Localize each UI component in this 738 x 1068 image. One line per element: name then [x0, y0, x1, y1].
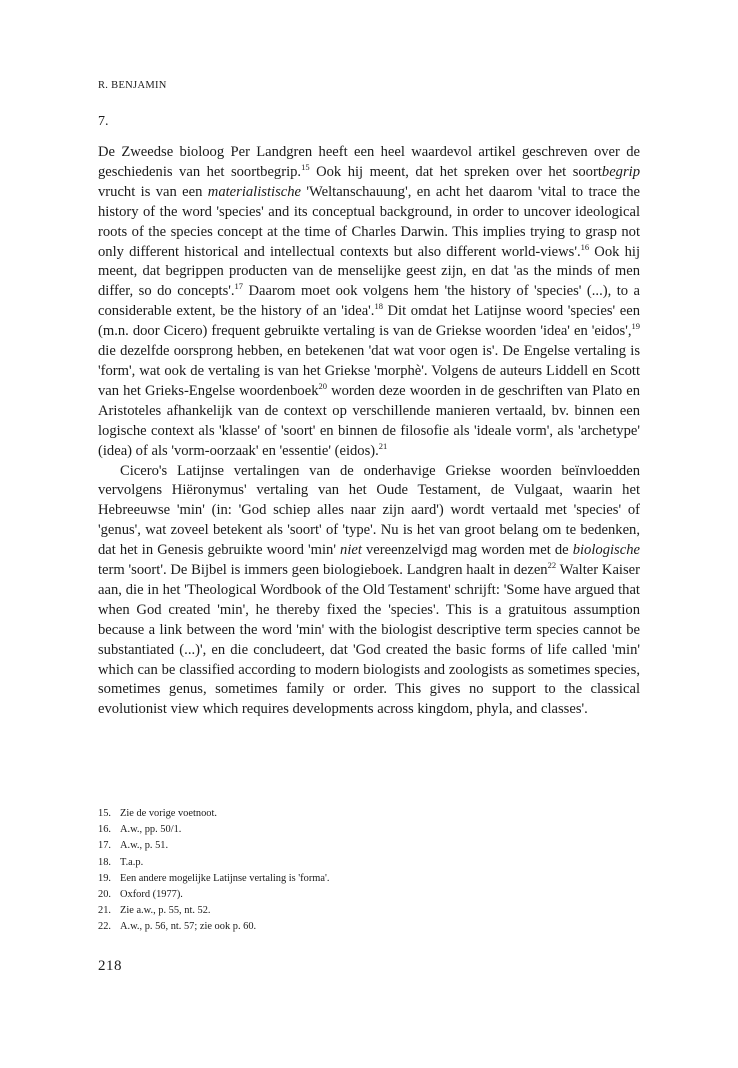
footnote-number: 22. [98, 921, 111, 933]
footnote-ref: 21 [378, 440, 388, 451]
footnote-text: A.w., pp. 50/1. [120, 824, 182, 836]
footnote-text: Een andere mogelijke Latijnse vertaling is 'forma'. [120, 872, 330, 884]
footnote-number: 19. [98, 872, 111, 884]
footnote [98, 855, 638, 871]
footnote-ref: 15 [301, 161, 310, 172]
footnote-ref: 22 [547, 560, 557, 571]
text-run: vrucht is van een [98, 183, 208, 200]
footnote [98, 806, 638, 822]
page-number: 218 [98, 958, 122, 974]
footnotes [98, 806, 638, 936]
text-run: Daarom moet ook volgens hem 'the history of 'species' (...), to a considerable extent, be the history of an 'idea'. [98, 283, 640, 320]
text-run: term 'soort'. De Bijbel is immers geen biologieboek. Landgren haalt in dezen [98, 562, 548, 579]
footnote [98, 887, 638, 903]
text-run: die dezelfde oorsprong hebben, en betekenen 'dat wat voor ogen is'. De Engelse vertaling is 'form', wat ook de vertaling is van het Griekse 'morphè'. Volgens de auteurs Liddell en Scott van het Grieks-Engelse woordenboek [98, 343, 640, 399]
body-text [98, 143, 640, 720]
emphasis-text: biologische [572, 542, 640, 559]
emphasis-text: materialistische [207, 183, 302, 200]
footnote [98, 919, 638, 935]
footnote-number: 15. [98, 808, 111, 819]
text-run: Dit omdat het Latijnse woord 'species' een (m.n. door Cicero) frequent gebruikte vertaling is van de Griekse woorden 'idea' en 'eidos', [98, 303, 640, 340]
footnote-text: Zie de vorige voetnoot. [120, 808, 217, 819]
text-run: De Zweedse bioloog Per Landgren heeft een heel waardevol artikel geschreven over de geschiedenis van het soortbegrip. [98, 144, 640, 180]
footnote [98, 903, 638, 919]
footnote-ref: 16 [580, 241, 590, 252]
text-run: Walter Kaiser aan, die in het 'Theological Wordbook of the Old Testament' schrijft: 'Some have argued that when God created 'min', he thereby fixed the 'species'. This is a gratuitous assumption because a link between the word 'min' with the biologist descriptive term species cannot be substantiated (...)', en die concludeert, dat 'God created the basic forms of life called 'min' which can be classified according to modern biologists and zoologists as sometimes species, sometimes genus, sometimes family or order. This gives no support to the classical evolutionist view which requires developments across kingdom, phyla, and classes'. [98, 562, 640, 718]
text-run: Cicero's Latijnse vertalingen van de onderhavige Griekse woorden beïnvloedden vervolgens Hiëronymus' vertaling van het Oude Testament, de Vulgaat, waarin het Hebreeuwse 'min' (in: 'God schiep alles naar zijn aard') wordt vertaald met 'species' of 'genus', wat zoveel betekent als 'soort' of 'type'. Nu is het van groot belang om te bedenken, dat het in Genesis gebruikte woord 'min' [98, 462, 640, 559]
footnote-text: Oxford (1977). [120, 889, 183, 901]
footnote-number: 17. [98, 840, 111, 852]
footnote-number: 21. [98, 905, 111, 917]
running-head: R. BENJAMIN [98, 80, 167, 91]
emphasis-text: niet [340, 542, 362, 559]
section-number: 7. [98, 114, 109, 129]
footnote-number: 18. [98, 856, 111, 868]
footnote-text: A.w., p. 56, nt. 57; zie ook p. 60. [120, 921, 257, 933]
paragraph [98, 143, 640, 462]
footnote [98, 871, 638, 887]
footnote-ref: 20 [318, 380, 328, 391]
paragraph [98, 462, 640, 721]
footnote-number: 16. [98, 824, 111, 836]
footnote-text: A.w., p. 51. [120, 840, 169, 852]
footnote-ref: 18 [374, 301, 383, 312]
footnote-number: 20. [98, 889, 111, 901]
text-run: worden deze woorden in de geschriften van Plato en Aristoteles afhankelijk van de context op verschillende manieren vertaald, bv. binnen een logische context als 'klasse' of 'soort' en binnen de filosofie als 'ideale vorm', als 'archetype' (idea) of als 'vorm-oorzaak' en 'essentie' (eidos). [98, 382, 640, 459]
footnote-text: Zie a.w., p. 55, nt. 52. [120, 905, 211, 917]
footnote-ref: 19 [631, 321, 640, 332]
footnote-ref: 17 [234, 281, 244, 292]
text-run: Ook hij meent, dat begrippen producten van de menselijke geest zijn, en dat 'as the minds of men differ, so do concepts'. [98, 243, 640, 300]
text-run: vereenzelvigd mag worden met de [361, 542, 573, 559]
emphasis-text: begrip [601, 163, 640, 180]
footnote [98, 822, 638, 838]
text-run: 'Weltanschauung', en acht het daarom 'vital to trace the history of the word 'species' and its conceptual background, in order to uncover ideological roots of the species concept at the time of Charles Darwin. This implies trying to grasp not only different historical and intellectual contexts but also different world-views'. [98, 183, 641, 260]
footnote [98, 838, 638, 854]
footnote-text: T.a.p. [120, 856, 144, 868]
text-run: Ook hij meent, dat het spreken over het soort [309, 163, 602, 180]
